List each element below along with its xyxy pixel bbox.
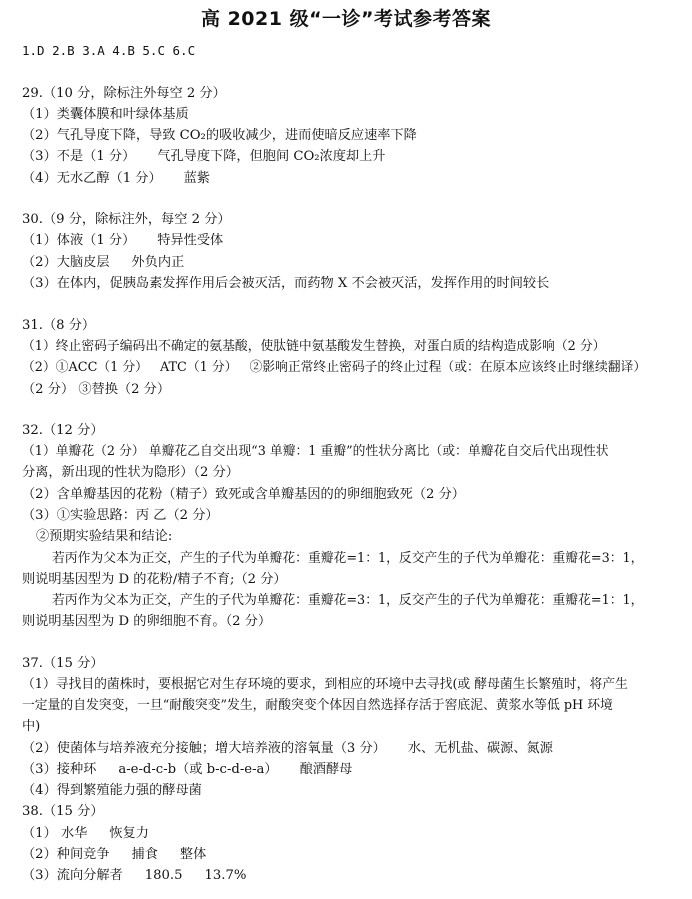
q37-answer-1-cont: 一定量的自发突变，一旦“耐酸突变”发生，耐酸突变个体因自然选择存活于窖底泥、黄浆水等低 pH 环境 <box>22 698 613 713</box>
q38-answer-3: （3）流向分解者 180.5 13.7% <box>22 868 247 883</box>
q30-heading: 30.（9 分，除标注外，每空 2 分） <box>22 212 231 227</box>
q29-answer-3: （3）不是（1 分） 气孔导度下降，但胞间 CO₂浓度却上升 <box>22 149 386 164</box>
q32-heading: 32.（12 分） <box>22 423 104 438</box>
q30-answer-2: （2）大脑皮层 外负内正 <box>22 255 185 270</box>
q32-result-1: 若丙作为父本为正交，产生的子代为单瓣花：重瓣花=1：1，反交产生的子代为单瓣花：重瓣花=3：1， <box>52 551 644 566</box>
q37-answer-4: （4）得到繁殖能力强的酵母菌 <box>22 783 202 798</box>
q30-answer-3: （3）在体内，促胰岛素发挥作用后会被灭活，而药物 X 不会被灭活，发挥作用的时间较长 <box>22 276 550 291</box>
q37-answer-3: （3）接种环 a-e-d-c-b（或 b-c-d-e-a） 酿酒酵母 <box>22 762 353 777</box>
q38-answer-2: （2）种间竞争 捕食 整体 <box>22 847 207 862</box>
q38-answer-1: （1） 水华 恢复力 <box>22 826 149 841</box>
q29-answer-4: （4）无水乙醇（1 分） 蓝紫 <box>22 171 211 186</box>
q29-answer-2: （2）气孔导度下降，导致 CO₂的吸收减少，进而使暗反应速率下降 <box>22 128 417 143</box>
multiple-choice-answers: 1.D 2.B 3.A 4.B 5.C 6.C <box>22 43 196 58</box>
q32-answer-3: （3）①实验思路：丙 乙（2 分） <box>22 508 219 523</box>
q31-heading: 31.（8 分） <box>22 318 96 333</box>
q37-answer-1: （1）寻找目的菌株时，要根据它对生存环境的要求，到相应的环境中去寻找(或 酵母菌生长繁殖时，将产生 <box>22 677 628 692</box>
q31-answer-2: （2）①ACC（1 分） ATC（1 分） ②影响正常终止密码子的终止过程（或：在原本应该终止时继续翻译） <box>22 360 647 375</box>
q38-heading: 38.（15 分） <box>22 804 104 819</box>
page-title: 高 2021 级“一诊”考试参考答案 <box>200 8 492 30</box>
q29-answer-1: （1）类囊体膜和叶绿体基质 <box>22 107 189 122</box>
q32-result-1-conclusion: 则说明基因型为 D 的花粉/精子不育;（2 分） <box>22 572 287 587</box>
q30-answer-1: （1）体液（1 分） 特异性受体 <box>22 233 224 248</box>
q32-result-2-conclusion: 则说明基因型为 D 的卵细胞不育。（2 分） <box>22 614 272 629</box>
q32-result-2: 若丙作为父本为正交，产生的子代为单瓣花：重瓣花=3：1，反交产生的子代为单瓣花：重瓣花=1：1， <box>52 593 644 608</box>
q32-answer-1-cont: 分离，新出现的性状为隐形）（2 分） <box>22 465 239 480</box>
q31-answer-3: （2 分） ③替换（2 分） <box>22 382 171 397</box>
q37-answer-1-end: 中) <box>22 719 41 734</box>
q32-answer-2: （2）含单瓣基因的花粉（精子）致死或含单瓣基因的的卵细胞致死（2 分） <box>22 487 465 502</box>
q32-answer-3-results: ②预期实验结果和结论: <box>36 529 173 544</box>
q32-answer-1: （1）单瓣花（2 分） 单瓣花乙自交出现“3 单瓣：1 重瓣”的性状分离比（或：单瓣花自交后代出现性状 <box>22 444 609 459</box>
q31-answer-1: （1）终止密码子编码出不确定的氨基酸，使肽链中氨基酸发生替换，对蛋白质的结构造成影响（2 分） <box>22 339 606 354</box>
q37-heading: 37.（15 分） <box>22 656 104 671</box>
q29-heading: 29.（10 分，除标注外每空 2 分） <box>22 86 226 101</box>
q37-answer-2: （2）使菌体与培养液充分接触；增大培养液的溶氧量（3 分） 水、无机盐、碳源、氮源 <box>22 741 553 756</box>
